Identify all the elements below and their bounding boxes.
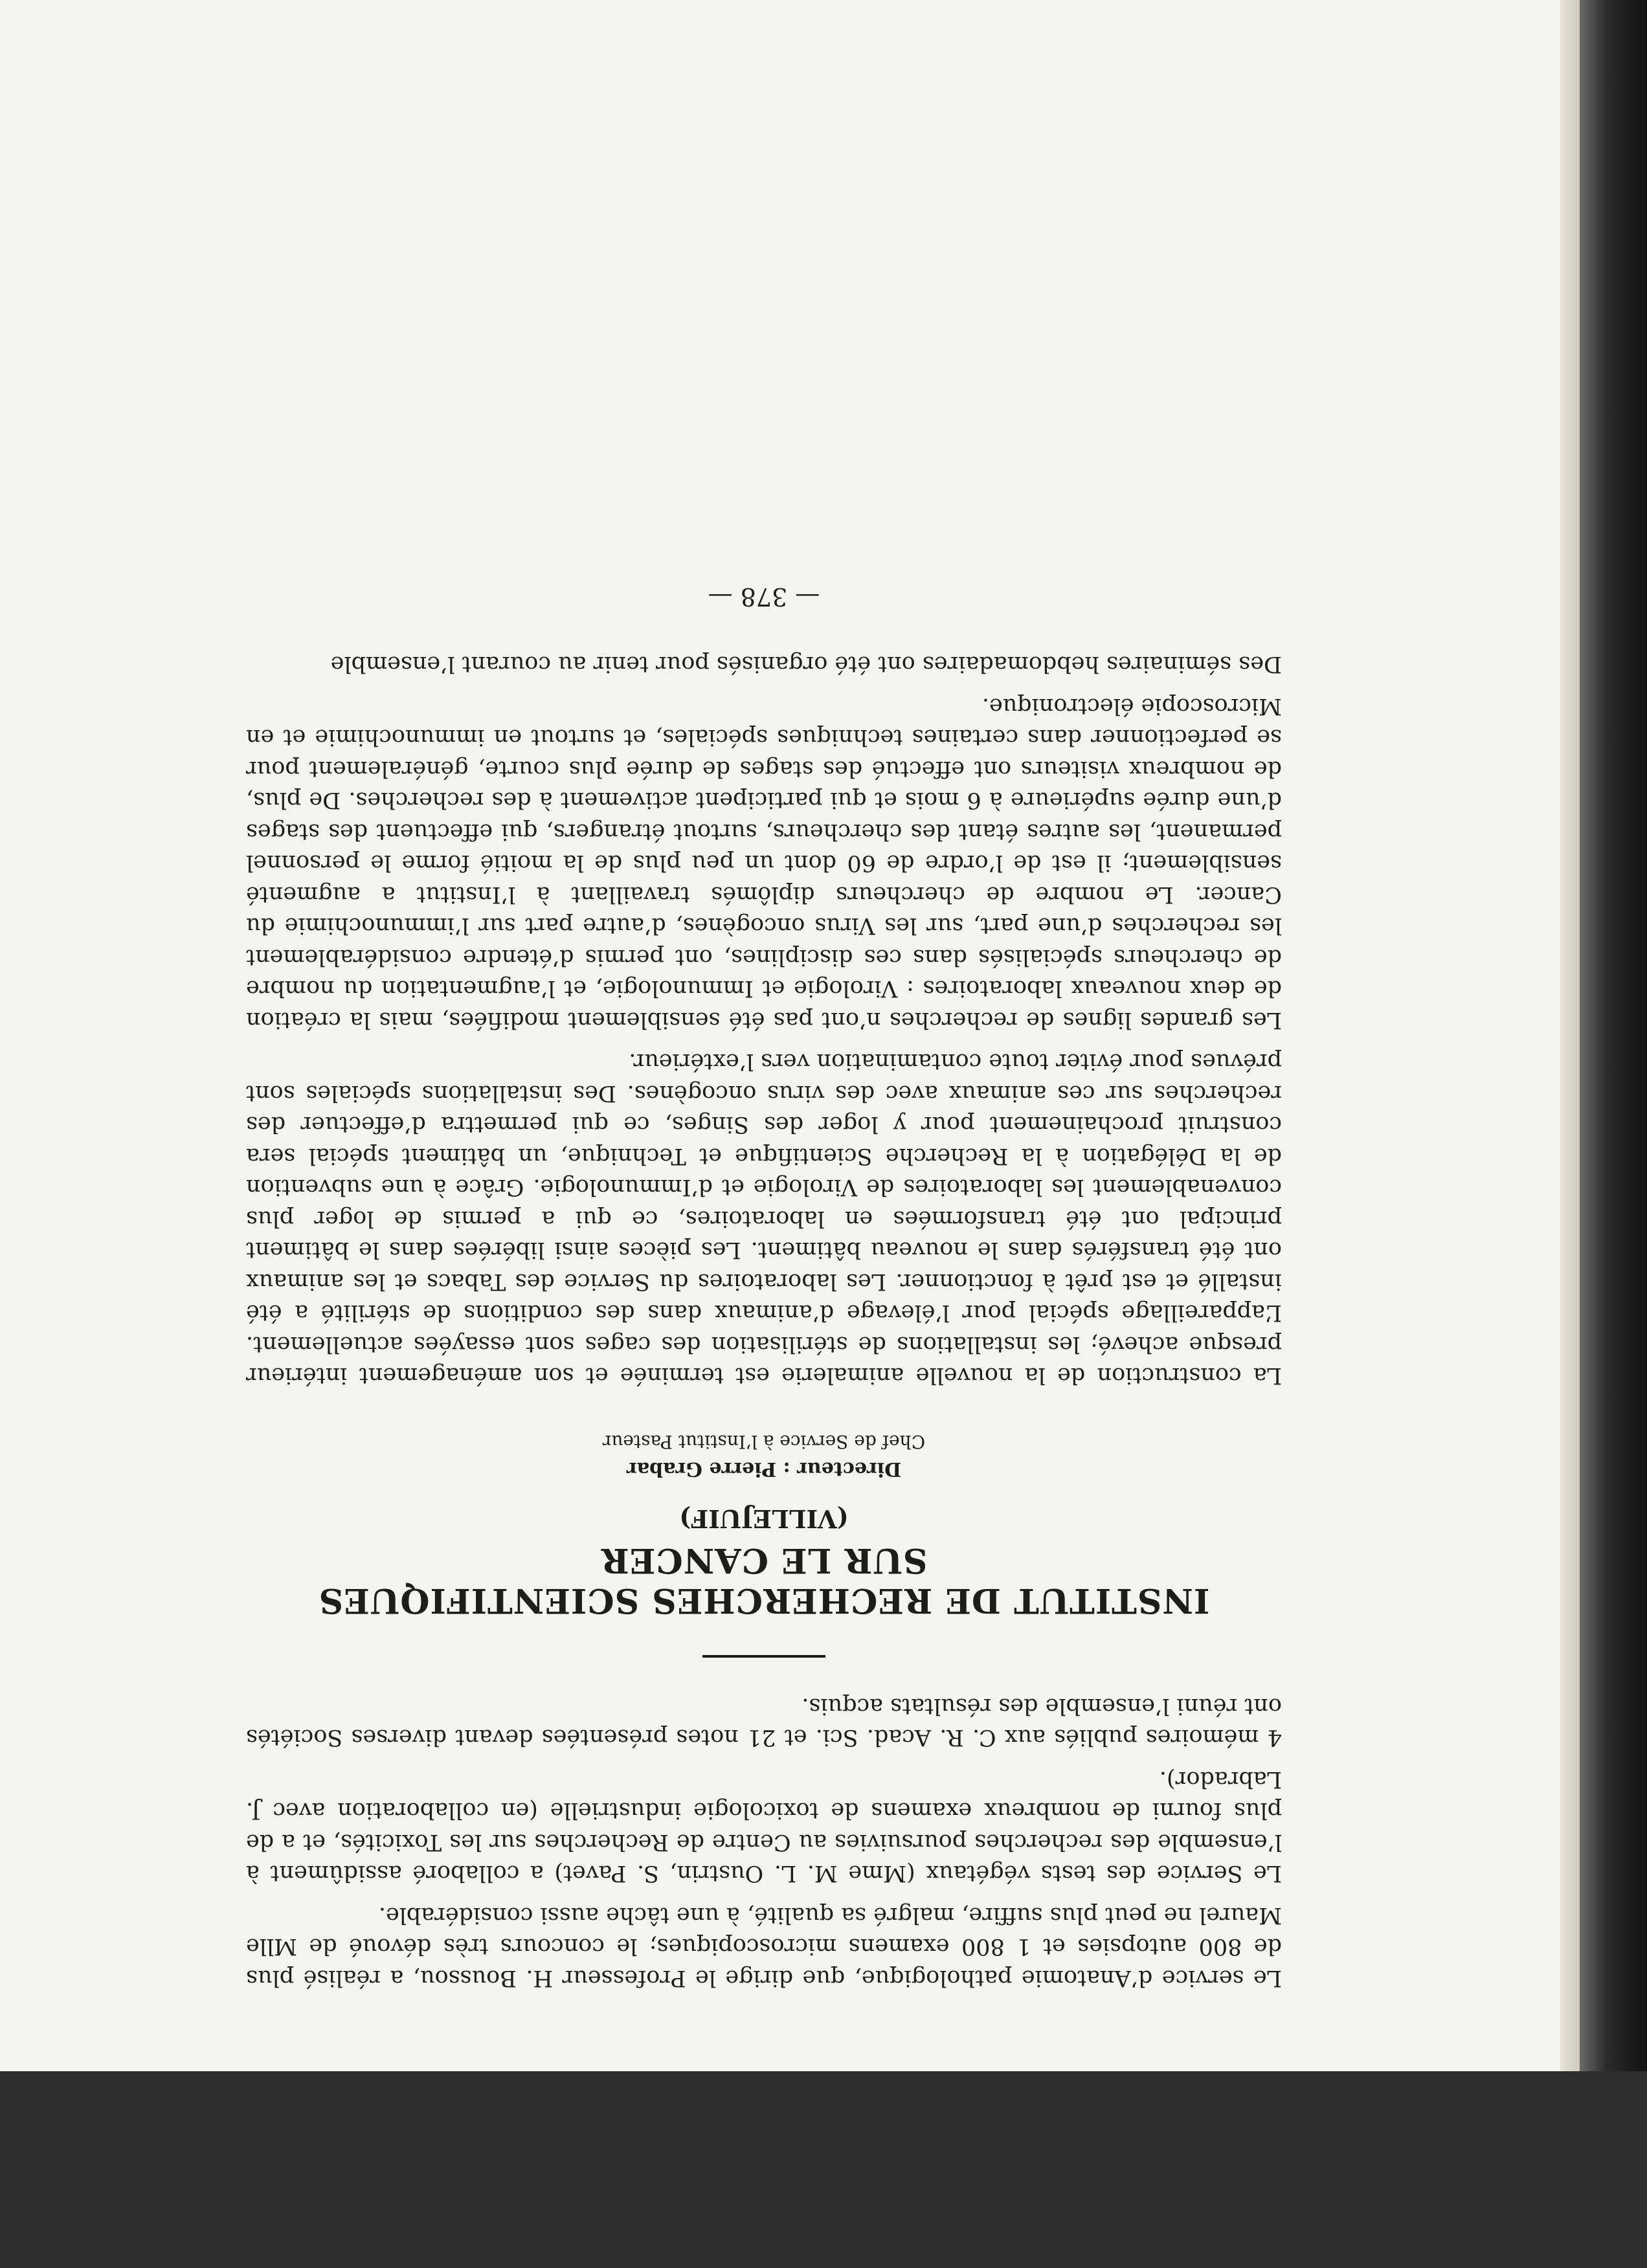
section-title-line1: INSTITUT DE RECHERCHES SCIENTIFIQUES — [318, 1581, 1210, 1621]
director-role: Chef de Service à l’Institut Pasteur — [602, 1431, 926, 1453]
director-name: Directeur : Pierre Grabar — [626, 1458, 902, 1481]
page-edge — [1560, 0, 1580, 2071]
section-divider — [702, 1656, 825, 1658]
paragraph-construction: La construction de la nouvelle animalerie est terminée et son aménagement intérieur presque achevé; les installations de stérilisation des cages sont essayées actuellement. L’appareillage spécial pour l’élevage d’animaux dans des conditions de stérilité a été installé et est prêt à fonctionner. Les laboratoires du Service des Tabacs et les animaux ont été transférés dans le nouveau bâtiment. Les pièces ainsi libérées dans le bâtiment principal ont été transformées en laboratoires, ce qui a permis de loger plus convenablement les laboratoires de Virologie et d’Immunologie. Grâce à une subvention de la Délégation à la Recherche Scientifique et Technique, un bâtiment spécial sera construit prochainement pour y loger des Singes, ce qui permettra d’effectuer des recherches sur ces animaux avec des virus oncogènes. Des installations spéciales sont prévues pour éviter toute contamination vers l’extérieur. — [246, 1049, 1282, 1389]
paragraph-tests-vegetaux: Le Service des tests végétaux (Mme M. L. Oustrin, S. Pavet) a collaboré assidûment à l’ensemble des recherches poursuivies au Centre de Recherches sur les Toxicités, et a de plus fourni de nombreux examens de toxicologie industrielle (en collaboration avec J. Labrador). — [246, 1766, 1282, 1887]
paragraph-anatomie: Le service d’Anatomie pathologique, que dirige le Professeur H. Boussou, a réalisé plus de 800 autopsies et 1 800 examens microscopiques; le concours très dévoué de Mlle Maurel ne peut plus suffire, malgré sa qualité, à une tâche aussi considérable. — [246, 1902, 1282, 1991]
scanner-bottom — [0, 2071, 1647, 2268]
paragraph-memoires: 4 mémoires publiés aux C. R. Acad. Sci. et 21 notes présentées devant diverses Sociétés ont réuni l’ensemble des résultats acquis. — [246, 1693, 1282, 1751]
page-number: — 378 — — [708, 583, 820, 611]
page-content — [246, 285, 1282, 1994]
paragraph-seminaires: Des séminaires hebdomadaires ont été organisés pour tenir au courant l’ensemble — [330, 651, 1282, 678]
paragraph-recherches: Les grandes lignes de recherches n’ont pas été sensiblement modifiées, mais la création de deux nouveaux laboratoires : Virologie et Immunologie, et l’augmentation du nombre de chercheurs spécialisés dans ces disciplines, ont permis d’étendre considérablement les recherches d’une part, sur les Virus oncogènes, d’autre part sur l’immunochimie du Cancer. Le nombre de chercheurs diplômés travaillant à l’Institut a augmenté sensiblement; il est de l’ordre de 60 dont un peu plus de la moitié forme le personnel permanent, les autres étant des chercheurs, surtout étrangers, qui effectuent des stages d’une durée supérieure à 6 mois et qui participent activement à des recherches. De plus, de nombreux visiteurs ont effectué des stages de durée plus courte, généralement pour se perfectionner dans certaines techniques spéciales, et surtout en immunochimie et en Microscopie électronique. — [246, 693, 1282, 1033]
section-location: (VILLEJUIF) — [679, 1504, 849, 1534]
section-title-line2: SUR LE CANCER — [600, 1540, 928, 1581]
scanner-edge — [1580, 0, 1647, 2268]
